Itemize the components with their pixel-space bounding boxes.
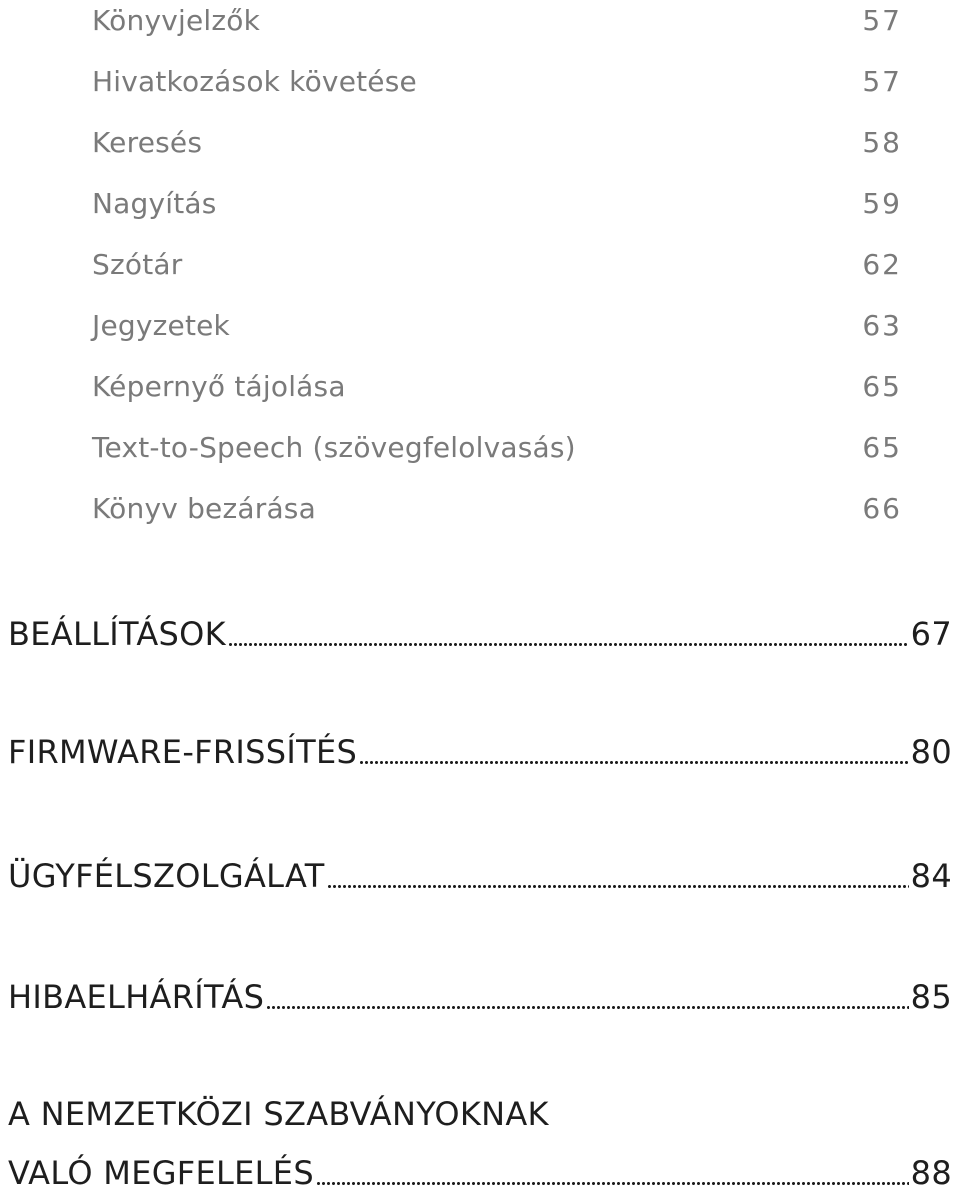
toc-section-customer-service[interactable] [8,851,952,895]
toc-entry-label: Könyv bezárása [92,491,316,525]
toc-section-page: 84 [910,857,952,895]
toc-entry-page: 65 [862,369,902,403]
toc-entry-text-to-speech[interactable] [92,427,902,467]
toc-entry-page: 62 [862,247,902,281]
toc-section-compliance[interactable] [8,1148,952,1192]
toc-entry-page: 57 [862,64,902,98]
toc-entry-page: 58 [862,125,902,159]
toc-section-page: 85 [910,978,952,1016]
toc-section-settings[interactable] [8,609,952,653]
toc-section-label: ÜGYFÉLSZOLGÁLAT [8,857,325,895]
toc-entry-zoom[interactable] [92,183,902,223]
toc-section-label: BEÁLLÍTÁSOK [8,615,226,653]
toc-entry-follow-links[interactable] [92,61,902,101]
toc-entry-page: 66 [862,491,902,525]
toc-entry-label: Nagyítás [92,186,217,220]
dot-leader [266,988,908,1010]
toc-entry-label: Text-to-Speech (szövegfelolvasás) [92,430,576,464]
toc-entry-label: Könyvjelzők [92,3,261,37]
toc-entry-label: Képernyő tájolása [92,369,346,403]
dot-leader [359,743,909,765]
dot-leader [228,625,909,647]
toc-section-label: FIRMWARE-FRISSÍTÉS [8,733,358,771]
toc-entry-screen-orientation[interactable] [92,366,902,406]
toc-entry-page: 59 [862,186,902,220]
toc-entry-page: 65 [862,430,902,464]
toc-section-page: 67 [910,615,952,653]
dot-leader [316,1164,909,1186]
toc-entry-page: 63 [862,308,902,342]
toc-section-compliance-line1[interactable]: A NEMZETKÖZI SZABVÁNYOKNAK [8,1095,549,1133]
toc-section-page: 80 [910,733,952,771]
toc-entry-label: Szótár [92,247,183,281]
toc-section-label: VALÓ MEGFELELÉS [8,1154,314,1192]
toc-entry-notes[interactable] [92,305,902,345]
dot-leader [327,867,909,889]
toc-entry-label: Keresés [92,125,203,159]
toc-entry-dictionary[interactable] [92,244,902,284]
toc-section-label: HIBAELHÁRÍTÁS [8,978,265,1016]
toc-entry-bookmarks[interactable] [92,0,902,40]
toc-entry-search[interactable] [92,122,902,162]
toc-section-page: 88 [910,1154,952,1192]
toc-section-firmware-update[interactable] [8,727,952,771]
toc-entry-close-book[interactable] [92,488,902,528]
toc-entry-label: Jegyzetek [92,308,230,342]
toc-entry-label: Hivatkozások követése [92,64,417,98]
toc-section-troubleshooting[interactable] [8,972,952,1016]
toc-entry-page: 57 [862,3,902,37]
